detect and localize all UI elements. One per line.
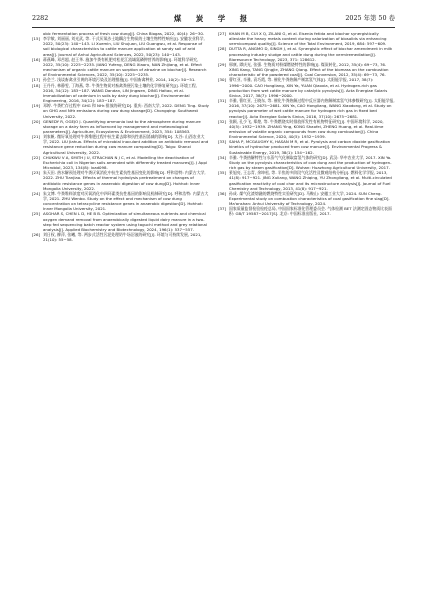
reference-entry [218, 139, 395, 154]
reference-entry [32, 191, 209, 212]
reference-number: [31] [218, 98, 226, 104]
reference-entry [218, 170, 395, 191]
reference-text: 辛雅. 牛粪热解特性与水蒸气气化制取富氢气体的研究[D]. 武汉: 华中农业大学, 2017. XIN Ya. Study on the pyrolysis characteristics of cow dung and the production of hydrogen-rich gas by steam gasification[D]. Wuhan: Huazhong Agricultural University, 2017. [229, 154, 392, 171]
page-number: 2282 [32, 14, 49, 22]
reference-entry [32, 36, 209, 57]
reference-entry [218, 155, 395, 170]
reference-text: SAHA P, MCGAUGHY K, HASAN M R, et al. Pyrolysis and carbon dioxide gasification kinetics of hydrochar produced from cow manure[J]. Environmental Progress & Sustainable Energy, 2019, 38(1): 154−162. [229, 139, 391, 155]
reference-number: [32] [218, 118, 226, 124]
reference-text: 李学敏, 刘丽丽, 刘光武, 等. 干式厌氧沙土地耦合生物炭的土壤生物特性响应[J]. 安徽农业科学, 2022, 50(23): 140−143. LI Xuemin, LIU Shujuan, LIU Guangwu, et al. Response of soil biological characteristics to cattle manure application at sandy soil of arid area[J]. Journal of Anhui Agricultural Sciences, 2022, 50(23): 140−143. [43, 36, 205, 57]
reference-text: 辛雅, 曹红亚, 王晓东, 等. 催化牛粪热解过程中反应器内热解制富氢气体参数研究[J]. 太阳能学报, 2016, 37(10): 2675−2681. XIN Ya, CAO Hongliang, WANG Xiaodong, et al. Study on pyrolysis parameter of wet cattle manure for hydrogen rich gas in fixed bed reactor[J]. Acta Energiae Solaris Sinica, 2016, 37(10): 2675−2681. [229, 98, 395, 119]
reference-number: [17] [32, 77, 40, 83]
reference-entry [218, 191, 395, 206]
reference-number: [21] [32, 134, 40, 140]
reference-text: 邢康, 谭庆光, 张强. 生物质对粉煤燃烧特性的影响[J]. 煤炭转化, 2012, 35(4): 69−73, 76. XING Kang, TANG Qingjie, ZHANG Qiang. Effect of the biomass on the combustion characteristic of the powdered coal[J]. Coal Conversion, 2012, 35(4): 69−73, 76. [229, 61, 389, 78]
reference-entry [32, 57, 209, 78]
reference-number: [25] [32, 211, 40, 217]
header-divider [32, 27, 395, 28]
reference-entry [218, 77, 395, 98]
reference-continuation: obic fermentation process of fresh cow dung[J]. China Biogas, 2022, 40(4): 26−30. [43, 31, 205, 36]
reference-number: [26] [32, 232, 40, 238]
reference-entry [32, 155, 209, 170]
reference-number: [30] [218, 77, 226, 83]
reference-entry [218, 31, 395, 46]
reference-text: 景旭亮, 王志青, 余坤松, 等. 半焦的多阶段气化活性及微观结构分析[J]. 燃料化学学报, 2013, 41(8): 917−921. JING Xuliang, WANG Zhiqing, YU Zhongliang, et al. Multi-circulated gasification reactivity of coal char and its microstructure analysis[J]. Journal of Fuel Chemistry and Technology, 2013, 41(8): 917−921. [229, 170, 392, 191]
reference-entry [32, 103, 209, 118]
reference-number: [35] [218, 170, 226, 176]
reference-entry [218, 46, 395, 61]
reference-text: 刘日权, 柳萍, 张曦, 等. 两步式活性污泥处理奶牛场沼液的研究[J]. 环境与可持续发展, 2021, 21(10): 55−58. [43, 232, 202, 243]
reference-number: [34] [218, 154, 226, 160]
reference-number: [33] [218, 139, 226, 145]
reference-text: 王丹丹, 林静雯, 丁海燕, 等. 牛粪生物炭对畜禽粪便污染土壤的化学修复研究[J]. 环境工程, 2016, 34(12): 183−187. WANG Dandan, LIN Jingwen, DING Haitao, et al. Immobilization of cadmium in soils by dairy dung biochar[J]. Environmental Engineering, 2016, 34(12): 183−187. [43, 82, 197, 104]
reference-number: [36] [218, 190, 226, 196]
reference-text: 孙会兰. 浅谈畜禽业引黄的环境污染及治理措施[J]. 中国畜禽种业, 2014, 10(2): 50−51. [43, 77, 196, 83]
reference-number: [18] [32, 82, 40, 88]
reference-entry [218, 206, 395, 216]
reference-entry [32, 232, 209, 242]
reference-entry [32, 211, 209, 232]
reference-entry [32, 119, 209, 134]
reference-text: KHAN M B, CUI X Q, ZILANI G, et al. Eisenia fetida and biochar synergistically alleviate the heavy metals content during valorization of biosolids via enhancing vermicompost quality[J]. Science of the Total Environment, 2019, 684: 597−609. [229, 31, 387, 47]
reference-number: [22] [32, 154, 40, 160]
reference-entry [218, 98, 395, 119]
reference-text: 国家质量监督检验检疫总局, 中国国家标准化管理委员会. 气体检测 BET 法测定固态物质比表面积: GB/T 19587−2017[S]. 北京: 中国标准出版社, 2017. [229, 206, 392, 217]
reference-entry [218, 119, 395, 140]
reference-text: ASGHAR S, CHEN L D, HE B B. Optimization of simultaneous nutrients and chemical oxygen demand removal from anaerobically digested liquid dairy manure in a two-step fed sequencing batch reactor system using taguchi method and grey relational analysis[J]. Applied Biochemistry and Biotechnology, 2024, 196(1): 537−557. [43, 211, 207, 232]
reference-text: 朱文博. 牛粪堆料浓度对厌氧消化中四环素类抗性基因的影响及机制研究[D]. 呼和浩特: 内蒙古大学, 2021. ZHU Wenbo. Study on the effect and mechanism of cow dung concentration on tetracycline resistance genes in anaerobic digestion[D]. Hohhot: Inner Mongolia University, 2021. [43, 190, 209, 212]
reference-text: 蒋燕峰, 邓苦超, 赵王华. 施加牛粪有机肥对松花江流域氮磷钾营养的影响[J]. 环境科学研究, 2022, 35(10): 2225−2235. JIANG Yufeng, DENG Xiaoru, NAN Zhijiang, et al. Effect mechanism of organic cattle manure on sorption of atrazine on biochar[J]. Research of Environmental Sciences, 2022, 35(10): 2225−2235. [43, 56, 207, 78]
reference-entry [32, 83, 209, 104]
reference-text: DUTTA R, ANGMO D, SINGH J, et al. Synergistic effect of biochar amendment in milk processing industry sludge and cattle dung during the vermiremediation[J]. Bioresource Technology, 2023, 371: 128612. [229, 46, 393, 62]
reference-number: [27] [218, 31, 226, 36]
reference-entry [218, 62, 395, 77]
reference-text: CHUKWU V A, SMITH J U, STRACHAN N J C, et al. Modelling the deactivation of Escherichia coli in Nigerian soils amended with differently treated manures[J]. J Appl Microbiol, 2023, 134(8): lxad098. [43, 154, 208, 171]
references-column-right [218, 31, 395, 591]
reference-text: 曹红亚, 辛雅, 袁巧霞, 等. 催化牛粪热解产制富氢气体[J]. 太阳能学报, 2017, 38(7): 1996−2000. CAO Hongliang, XIN Ya, YUAN Qiaoxia, et al. Hydrogen-rich gas production from wet cattle manure by catalytic pyrolysis[J]. Acta Energiae Solaris Sinica, 2017, 38(7): 1996−2000. [229, 77, 388, 98]
running-header [32, 12, 395, 25]
journal-title: 煤 炭 学 报 [173, 14, 254, 23]
reference-number: [24] [32, 190, 40, 196]
reference-list [32, 36, 209, 242]
reference-number: [19] [32, 103, 40, 109]
reference-list [218, 31, 395, 217]
reference-number: [20] [32, 118, 40, 124]
reference-number: [16] [32, 56, 40, 62]
reference-entry [32, 134, 209, 155]
reference-text: 刘家帆. 微好氧处理对牛粪堆肥过程中抗生素去除和抗性基因消减的影响[D]. 太谷: 山西农业大学, 2022. LIU Jiahua. Effects of microbial inoculant addition on antibiotic removal and resistance gene reduction during cow manure composting[D]. Taigu: Shanxi Agricultural University, 2022. [43, 134, 209, 155]
volume-issue: 2025 年第 50 卷 [345, 14, 395, 22]
reference-text: 张颖, 孔少飞, 郑煌, 等. 牛粪燃烧实时排放挥发性有机物特征研究[J]. 中国环境科学, 2020, 40(5): 1932−1939. ZHANG Ying, KONG Shaofei, ZHENG Huang, et al. Real-time emission of volatile organic compounds from cow dung combustion[J]. China Environmental Science, 2020, 40(5): 1932−1939. [229, 118, 384, 140]
reference-number: [29] [218, 61, 226, 67]
reference-number: [28] [218, 46, 226, 52]
reference-text: 邓婷. 牛粪贮存过程中 GHG 和 NH₃ 排放的研究[D]. 重庆: 西南大学, 2022. DENG Ting. Study on GHG and NH₃ emissions during cow dung storage[D]. Chongqing: Southwest University, 2022. [43, 103, 209, 119]
reference-entry [32, 170, 209, 191]
reference-text: 朱天田. 热水解预处理对牛粪厌氧消化中抗生素抗性基因变化的影响[D]. 呼和浩特: 内蒙古大学, 2022. ZHU Tianjiao. Effects of thermal hydrolysis pretreatment on changes of antibiotic resistance genes in anaerobic digestion of cow dung[D]. Hohhot: Inner Mongolia University, 2022. [43, 170, 206, 191]
reference-text: GENEDY R, OGEJO J. Quantifying ammonia lost to the atmosphere during manure storage on a dairy farm as influenced by management and meteorological parameters[J]. Agriculture, Ecosystems & Environment, 2023, 354: 108563. [43, 118, 201, 134]
reference-number: [15] [32, 36, 40, 42]
references-column-left [32, 31, 209, 591]
reference-text: 孙成. 煤气化渣熔融的燃烧特性实验研究[D]. 马鞍山: 安徽工业大学, 2024. SUN Cheng. Experimental study on combustion characteristics of coal gasification fine slag[D]. Ma'anshan: Anhui University of Technology, 2024. [229, 190, 390, 207]
reference-number: [37] [218, 206, 226, 212]
reference-number: [23] [32, 170, 40, 176]
